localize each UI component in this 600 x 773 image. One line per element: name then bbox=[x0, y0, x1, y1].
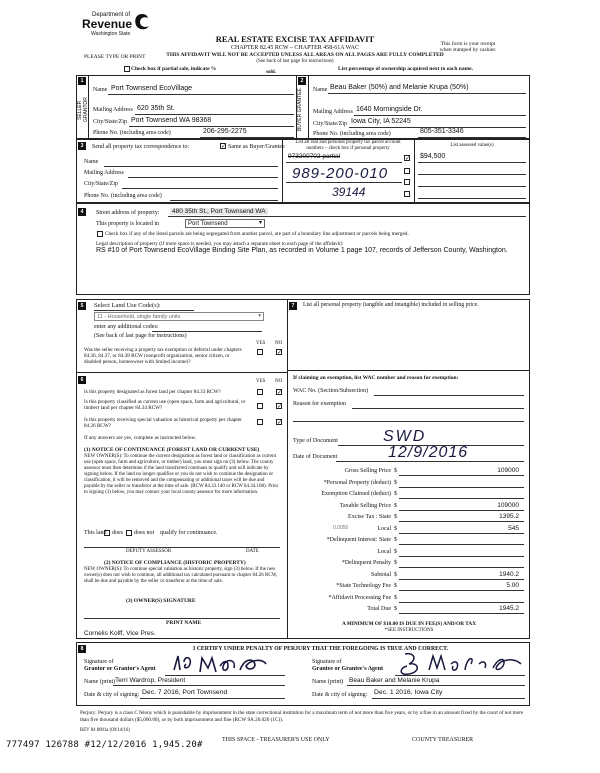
section-5-number: 5 bbox=[78, 302, 86, 310]
delinquent-interest-state-label: *Delinquent Interest: State bbox=[326, 537, 391, 543]
parcel-3-personal-checkbox[interactable] bbox=[404, 179, 410, 185]
parcel-header-line2: numbers – check box if personal property bbox=[306, 145, 390, 151]
street-label: Street address of property: bbox=[96, 210, 160, 216]
delinquent-penalty-row bbox=[289, 559, 529, 569]
historic-yes-checkbox[interactable] bbox=[257, 419, 263, 425]
currency-sign: $ bbox=[394, 491, 397, 497]
same-as-buyer-label: Same as Buyer/Grantee bbox=[228, 144, 285, 150]
exemption-question: Was the seller receiving a property tax exemption or deferral under chapters 84.36, 84.37, or 84.38 RCW (nonprofit organization, senior citizen, or disabled person, homeowner with limited income)? bbox=[84, 347, 242, 365]
grantor-sig-label bbox=[84, 659, 156, 673]
county-treasurer: COUNTY TREASURER bbox=[412, 737, 474, 743]
reason-label: Reason for exemption bbox=[293, 401, 346, 407]
excise-tax-local-value[interactable]: 545 bbox=[508, 524, 519, 532]
section-4-number: 4 bbox=[78, 208, 86, 216]
land-use-select[interactable] bbox=[94, 312, 264, 321]
personal-property-deduct-row bbox=[289, 479, 529, 489]
grantee-name[interactable]: Beau Baker and Melanie Krupa bbox=[349, 677, 440, 684]
buyer-name[interactable]: Beau Baker (50%) and Melanie Krupa (50%) bbox=[330, 84, 469, 91]
subtotal-value[interactable]: 1940.2 bbox=[499, 570, 519, 578]
street-address[interactable]: 480 35th St., Port Townsend WA bbox=[172, 208, 266, 215]
grantor-sig-line2: Grantor or Grantor's Agent bbox=[84, 665, 156, 672]
partial-sale-label: Check box if partial sale, indicate % bbox=[131, 66, 217, 72]
buyer-mailing[interactable]: 1640 Morningside Dr. bbox=[356, 106, 423, 113]
s3-name-label: Name bbox=[84, 159, 99, 165]
state-technology-fee-value[interactable]: 5.00 bbox=[506, 582, 519, 589]
print-note: PLEASE TYPE OR PRINT bbox=[84, 54, 146, 60]
total-due-label: Total Due bbox=[367, 606, 391, 612]
forest-no-checkbox[interactable]: ✓ bbox=[277, 389, 283, 396]
currency-sign: $ bbox=[394, 468, 397, 474]
grantee-name-label: Name (print) bbox=[312, 679, 344, 685]
s5-no-checkbox[interactable]: ✓ bbox=[277, 349, 283, 356]
buyer-side-label: BUYER GRANTEE bbox=[297, 88, 303, 132]
buyer-phone[interactable]: 805-351-3346 bbox=[420, 128, 464, 135]
s5-yes-checkbox[interactable] bbox=[257, 349, 263, 355]
does-label: does bbox=[112, 530, 123, 536]
gross-selling-price-value[interactable]: 109000 bbox=[497, 467, 519, 474]
delinquent-interest-local-row bbox=[289, 548, 529, 558]
s6-no-label: NO bbox=[275, 379, 283, 384]
subtotal-row bbox=[289, 571, 529, 581]
print-name-value[interactable]: Cornelis Kolff, Vice Pres. bbox=[84, 630, 156, 637]
wac-no-label: WAC No. (Section/Subsection) bbox=[293, 388, 369, 394]
grantor-name-label: Name (print) bbox=[84, 679, 116, 685]
seller-city-label: City/State/Zip bbox=[93, 119, 127, 125]
chevron-down-icon: ▾ bbox=[258, 220, 262, 226]
dor-swirl-icon bbox=[132, 12, 152, 34]
s3-city-label: City/State/Zip bbox=[84, 181, 118, 187]
grantor-sig-line1: Signature of bbox=[84, 659, 114, 665]
grantee-date-label: Date & city of signing: bbox=[312, 692, 368, 698]
affidavit-processing-fee-label: *Affidavit Processing Fee bbox=[328, 594, 391, 601]
legal-description[interactable]: RS #10 of Port Townsend EcoVillage Binding Site Plan, as recorded in Volume 1 page 107, records of Jefferson County, Washington. bbox=[96, 247, 508, 254]
parcel-handwritten-1[interactable]: 989-200-010 bbox=[292, 165, 389, 182]
grantee-sig-line1: Signature of bbox=[312, 659, 342, 665]
seller-name[interactable]: Port Townsend EcoVillage bbox=[111, 85, 193, 92]
s5-no-label: NO bbox=[275, 341, 283, 346]
does-checkbox[interactable] bbox=[104, 530, 110, 536]
gross-selling-price-row bbox=[289, 467, 529, 477]
notice2-title: (2) NOTICE OF COMPLIANCE (HISTORIC PROPERTY) bbox=[104, 560, 246, 566]
currency-sign: $ bbox=[394, 514, 397, 520]
owners-signature-label: (3) OWNER(S) SIGNATURE bbox=[126, 598, 196, 604]
grantee-date[interactable]: Dec. 1 2016, Iowa City bbox=[374, 689, 443, 696]
chevron-down-icon: ▾ bbox=[258, 313, 261, 319]
subtotal-label: Subtotal bbox=[370, 571, 391, 578]
current-use-yes-checkbox[interactable] bbox=[257, 403, 263, 409]
receipt-note-line1: This form is your receipt bbox=[440, 41, 496, 47]
taxable-selling-price-row bbox=[289, 502, 529, 512]
state-technology-fee-label: *State Technology Fee bbox=[336, 583, 391, 589]
form-subtitle: CHAPTER 82.45 RCW – CHAPTER 458-61A WAC bbox=[231, 45, 359, 51]
currency-sign: $ bbox=[394, 583, 397, 589]
currency-sign: $ bbox=[394, 537, 397, 543]
located-label: This property is located in bbox=[96, 221, 159, 227]
local-rate: 0.0050 bbox=[333, 524, 349, 531]
assessor-date-label: DATE bbox=[246, 549, 259, 554]
delinquent-interest-state-row bbox=[289, 536, 529, 546]
notice2-text: NEW OWNER(S): To continue special valuation as historic property, sign (3) below. If the new owner(s) does not wish to continue, all additional tax calculated pursuant to chapter 84.26 RCW, shall be due and payable by the seller or transferor at the time of sale. bbox=[84, 567, 278, 584]
grantor-signature[interactable] bbox=[170, 652, 280, 676]
seller-name-label: Name bbox=[93, 87, 108, 93]
send-correspondence-label: Send all property tax correspondence to: bbox=[92, 144, 190, 150]
cashier-stamp: 777497 126788 #12/12/2016 1,945.20# bbox=[6, 740, 203, 750]
segregated-checkbox[interactable] bbox=[97, 231, 103, 237]
see-back-note: (See back of last page for instructions) bbox=[256, 59, 334, 64]
total-due-row bbox=[289, 605, 529, 615]
section-1-number: 1 bbox=[78, 77, 86, 85]
notice1-text: NEW OWNER(S): To continue the current designation as forest land or classification as current use (open space, farm and agriculture, or timber) land, you must sign on (3) below. The county assessor must then determine if the land transferred continues to qualify and will indicate by signing below. If the land no longer qualifies or you do not wish to continue the designation or classification, it will be removed and the compensating or additional taxes will be due and payable by the seller or transferor at the time of sale. (RCW 84.33.140 or RCW 84.34.108). Prior to signing (3) below, you may contact your local county assessor for more information. bbox=[84, 454, 279, 495]
does-not-checkbox[interactable] bbox=[126, 530, 132, 536]
see-instructions-note: *SEE INSTRUCTIONS bbox=[384, 628, 434, 633]
excise-tax-state-label: Excise Tax : State bbox=[348, 514, 391, 520]
receipt-note bbox=[428, 41, 508, 54]
forest-yes-checkbox[interactable] bbox=[257, 389, 263, 395]
historic-no-checkbox[interactable]: ✓ bbox=[277, 419, 283, 426]
parcel-handwritten-2[interactable]: 39144 bbox=[332, 185, 366, 199]
currency-sign: $ bbox=[394, 560, 397, 566]
segregated-label: Check box if any of the listed parcels are being segregated from another parcel, are part of a boundary line adjustment or parcels being merged. bbox=[105, 231, 409, 237]
form-revision: REV 84 0001a (09/14/16) bbox=[80, 728, 130, 733]
exemption-claimed-label: Exemption Claimed (deduct) bbox=[321, 491, 391, 497]
exemption-claimed-row bbox=[289, 490, 529, 500]
s3-phone-label: Phone No. (including area code) bbox=[84, 193, 162, 199]
currency-sign: $ bbox=[394, 594, 397, 601]
grantor-date[interactable]: Dec. 7 2016, Port Townsend bbox=[142, 689, 228, 696]
seller-phone[interactable]: 206-295-2275 bbox=[203, 128, 247, 135]
type-doc-label: Type of Document bbox=[293, 438, 338, 444]
delinquent-penalty-label: *Delinquent Penalty bbox=[341, 560, 391, 566]
date-doc-label: Date of Document bbox=[293, 454, 338, 460]
section-3-number: 3 bbox=[78, 142, 86, 150]
legal-label: Legal description of property (if more space is needed, you may attach a separate sheet to each page of the affidavit) bbox=[96, 241, 343, 247]
excise-tax-state-value[interactable]: 1395.2 bbox=[499, 513, 519, 520]
excise-tax-local-label: Local bbox=[377, 525, 391, 532]
state-technology-fee-row bbox=[289, 582, 529, 592]
currency-sign: $ bbox=[394, 479, 397, 486]
seller-city[interactable]: Port Townsend WA 98368 bbox=[131, 117, 212, 124]
grantor-date-label: Date & city of signing: bbox=[84, 692, 140, 698]
delinquent-interest-local-label: Local bbox=[377, 548, 391, 555]
currency-sign: $ bbox=[394, 502, 397, 509]
additional-codes-label: enter any additional codes: bbox=[94, 324, 159, 330]
land-use-value: 11 - Household, single family units bbox=[97, 314, 181, 320]
located-select[interactable] bbox=[185, 219, 265, 228]
taxable-selling-price-label: Taxable Selling Price bbox=[339, 502, 391, 509]
currency-sign: $ bbox=[394, 548, 397, 555]
sold-label: sold. bbox=[266, 70, 276, 75]
currency-sign: $ bbox=[394, 525, 397, 532]
parcel-4-personal-checkbox[interactable] bbox=[404, 191, 410, 197]
land-use-label: Select Land Use Code(s): bbox=[94, 302, 161, 309]
same-as-buyer-checkbox[interactable]: ✓ bbox=[221, 143, 227, 150]
current-use-question: Is this property classified as current use (open space, farm and agricultural, or timber) land per chapter 84.34 RCW? bbox=[84, 399, 246, 411]
excise-tax-local-row bbox=[289, 525, 529, 535]
buyer-city-label: City/State/Zip bbox=[313, 121, 347, 127]
perjury-statement: Perjury: Perjury is a class C felony which is punishable by imprisonment in the state correctional institution for a maximum term of not more than five years, or by a fine in an amount fixed by the court of not more than five thousand dollars ($5,000.00), or by both imprisonment and fine (RCW 9A.20.020 (1C)). bbox=[80, 710, 524, 723]
form-warning: THIS AFFIDAVIT WILL NOT BE ACCEPTED UNLESS ALL AREAS ON ALL PAGES ARE FULLY COMPLETED bbox=[166, 52, 444, 58]
currency-sign: $ bbox=[394, 606, 397, 612]
section-8-number: 8 bbox=[78, 645, 86, 653]
grantee-sig-line2: Grantee or Grantee's Agent bbox=[312, 665, 384, 672]
personal-property-label: List all personal property (tangible and intangible) included in selling price. bbox=[303, 302, 479, 308]
this-land-label: This land bbox=[84, 530, 107, 536]
s5-yes-label: YES bbox=[256, 341, 266, 346]
assessed-1[interactable]: $94,500 bbox=[420, 153, 446, 160]
certify-statement: I CERTIFY UNDER PENALTY OF PERJURY THAT THE FOREGOING IS TRUE AND CORRECT. bbox=[193, 646, 449, 652]
buyer-phone-label: Phone No. (including area code) bbox=[313, 131, 391, 137]
current-use-no-checkbox[interactable]: ✓ bbox=[277, 403, 283, 410]
qualify-label: qualify for continuance. bbox=[160, 530, 218, 536]
seller-mailing-label: Mailing Address bbox=[93, 107, 133, 113]
forest-question: Is this property designated as forest land per chapter 84.33 RCW? bbox=[84, 389, 221, 395]
parcel-1-personal-checkbox[interactable]: ✓ bbox=[405, 155, 411, 162]
buyer-city[interactable]: Iowa City, IA 52245 bbox=[351, 118, 411, 125]
section-6-number: 6 bbox=[78, 376, 86, 384]
affidavit-processing-fee-row bbox=[289, 594, 529, 604]
assessed-value-header: List assessed value(s) bbox=[450, 143, 494, 148]
agency-line1: Department of bbox=[92, 12, 131, 18]
partial-sale-checkbox[interactable] bbox=[124, 66, 130, 72]
type-doc-value[interactable]: SWD bbox=[383, 428, 427, 445]
personal-property-deduct-label: *Personal Property (deduct) bbox=[323, 479, 391, 486]
grantee-sig-label bbox=[312, 659, 383, 673]
s6-yes-label: YES bbox=[256, 379, 266, 384]
date-doc-value[interactable]: 12/9/2016 bbox=[388, 444, 469, 461]
grantee-signature[interactable] bbox=[395, 650, 530, 678]
seller-phone-label: Phone No. (including area code) bbox=[93, 130, 171, 136]
located-value: Port Townsend bbox=[188, 221, 228, 227]
receipt-note-line2: when stamped by cashier. bbox=[439, 47, 497, 54]
does-not-label: does not bbox=[134, 530, 155, 536]
wac-claim-label: If claiming an exemption, list WAC number and reason for exemption: bbox=[293, 375, 459, 381]
agency-line2: Revenue bbox=[82, 17, 133, 31]
seller-mailing[interactable]: 620 35th St. bbox=[137, 105, 175, 112]
historic-question: Is this property receiving special valuation as historical property per chapter 84.26 RCW? bbox=[84, 417, 242, 429]
taxable-selling-price-value[interactable]: 109000 bbox=[497, 501, 519, 509]
total-due-value[interactable]: 1945.2 bbox=[499, 605, 519, 612]
ownership-note: List percentage of ownership acquired next to each name. bbox=[338, 66, 473, 72]
print-name-label: PRINT NAME bbox=[166, 620, 202, 626]
buyer-name-label: Name bbox=[313, 87, 328, 93]
section-7-number: 7 bbox=[289, 302, 297, 310]
excise-tax-state-row bbox=[289, 513, 529, 523]
dor-logo bbox=[82, 12, 162, 46]
parcel-header bbox=[284, 140, 412, 152]
gross-selling-price-label: Gross Selling Price bbox=[344, 468, 391, 474]
s3-mailing-label: Mailing Address bbox=[84, 170, 124, 176]
parcel-2-personal-checkbox[interactable] bbox=[404, 168, 410, 174]
parcel-header-line1: List all real and personal property tax parcel account bbox=[295, 140, 401, 145]
s5-see-back: (See back of last page for instructions) bbox=[94, 333, 187, 339]
seller-side-label: SELLER GRANTOR bbox=[77, 97, 89, 123]
if-yes-note: If any answers are yes, complete as instructed below. bbox=[84, 435, 197, 441]
form-title: REAL ESTATE EXCISE TAX AFFIDAVIT bbox=[215, 34, 375, 44]
agency-line3: Washington State bbox=[91, 31, 131, 37]
treasurer-space: THIS SPACE - TREASURER'S USE ONLY bbox=[222, 737, 330, 743]
grantor-name[interactable]: Terri Wardrop, President bbox=[115, 677, 186, 684]
parcel-1[interactable]: 973200702 partial bbox=[288, 153, 341, 160]
min-due-note: A MINIMUM OF $10.00 IS DUE IN FEE(S) AND/OR TAX bbox=[341, 621, 477, 627]
section-2-number: 2 bbox=[298, 77, 306, 85]
currency-sign: $ bbox=[394, 571, 397, 578]
deputy-assessor-label: DEPUTY ASSESSOR bbox=[126, 549, 172, 554]
notice1-title: (1) NOTICE OF CONTINUANCE (FOREST LAND OR CURRENT USE) bbox=[84, 447, 260, 453]
buyer-mailing-label: Mailing Address bbox=[313, 109, 353, 115]
